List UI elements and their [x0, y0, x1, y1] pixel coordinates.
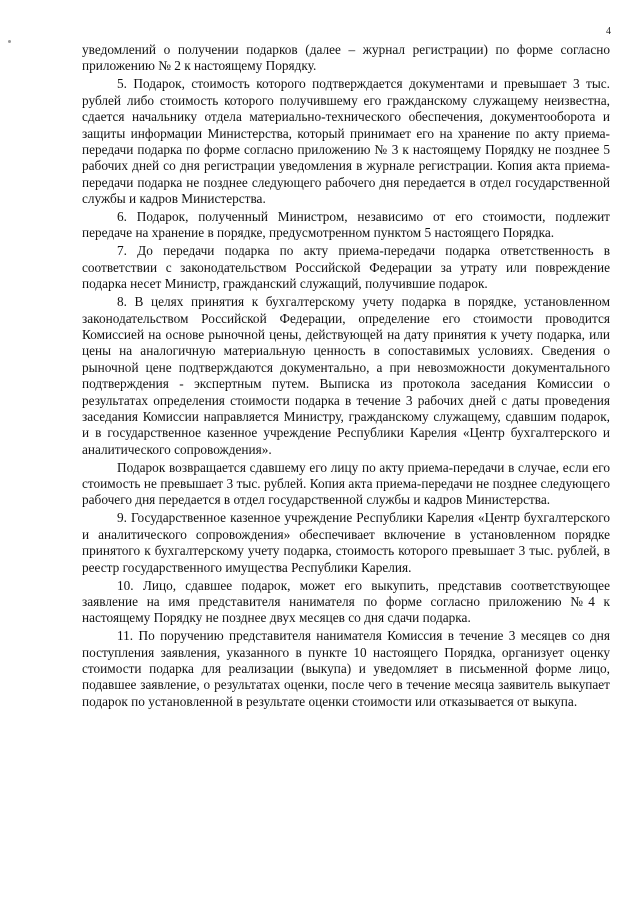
paragraph-item-7: 7. До передачи подарка по акту приема-передачи подарка ответственность в соответствии с законодательством Российской Федерации за утрату или повреждение подарка несет Министр, гражданский служащий, получившие подарок. — [82, 243, 610, 292]
paragraph-item-6: 6. Подарок, полученный Министром, независимо от его стоимости, подлежит передаче на хранение в порядке, предусмотренном пунктом 5 настоящего Порядка. — [82, 209, 610, 241]
paragraph-item-5: 5. Подарок, стоимость которого подтверждается документами и превышает 3 тыс. рублей либо стоимость которого получившему его гражданскому служащему неизвестна, сдается начальнику отдела материально-технического обеспечения, документооборота и защиты информации Министерства, который принимает его на хранение по акту приема-передачи подарка по форме согласно приложению № 3 к настоящему Порядку не позднее 5 рабочих дней со дня регистрации уведомления в журнале регистрации. Копия акта приема-передачи подарка не позднее следующего рабочего дня передается в отдел государственной службы и кадров Министерства. — [82, 76, 610, 207]
paragraph-gift-return: Подарок возвращается сдавшему его лицу по акту приема-передачи в случае, если его стоимость не превышает 3 тыс. рублей. Копия акта приема-передачи не позднее следующего рабочего дня передается в отдел государственной службы и кадров Министерства. — [82, 459, 610, 508]
paragraph-item-11: 11. По поручению представителя нанимателя Комиссия в течение 3 месяцев со дня поступления заявления, указанного в пункте 10 настоящего Порядка, организует оценку стоимости подарка для реализации (выкупа) и уведомляет в письменной форме лицо, подавшее заявление, о результатах оценки, после чего в течение месяца заявитель выкупает подарок по установленной в результате оценки стоимости или отказывается от выкупа. — [82, 628, 610, 709]
paragraph-item-8: 8. В целях принятия к бухгалтерскому учету подарка в порядке, установленном законодательством Российской Федерации, определение его стоимости проводится Комиссией на основе рыночной цены, действующей на дату принятия к учету подарка, или цены на аналогичную материальную ценность в сопоставимых условиях. Сведения о рыночной цене подтверждаются документально, а при невозможности документального подтверждения - экспертным путем. Выписка из протокола заседания Комиссии о результатах определения стоимости подарка в течение 3 рабочих дней с даты проведения заседания Комиссии направляется Министру, гражданскому служащему, сдавшим подарок, и в государственное казенное учреждение Республики Карелия «Центр бухгалтерского и аналитического сопровождения». — [82, 294, 610, 457]
paragraph-item-9: 9. Государственное казенное учреждение Республики Карелия «Центр бухгалтерского и аналитического сопровождения» обеспечивает включение в установленном порядке принятого к бухгалтерскому учету подарка, стоимость которого превышает 3 тыс. рублей, в реестр государственного имущества Республики Карелия. — [82, 510, 610, 575]
paragraph-continuation: уведомлений о получении подарков (далее – журнал регистрации) по форме согласно приложению № 2 к настоящему Порядку. — [82, 42, 610, 74]
scan-artifact-dot — [8, 40, 11, 43]
paragraph-item-10: 10. Лицо, сдавшее подарок, может его выкупить, представив соответствующее заявление на имя представителя нанимателя по форме согласно приложению №4 к настоящему Порядку не позднее двух месяцев со дня сдачи подарка. — [82, 577, 610, 626]
page-number: 4 — [606, 26, 611, 37]
